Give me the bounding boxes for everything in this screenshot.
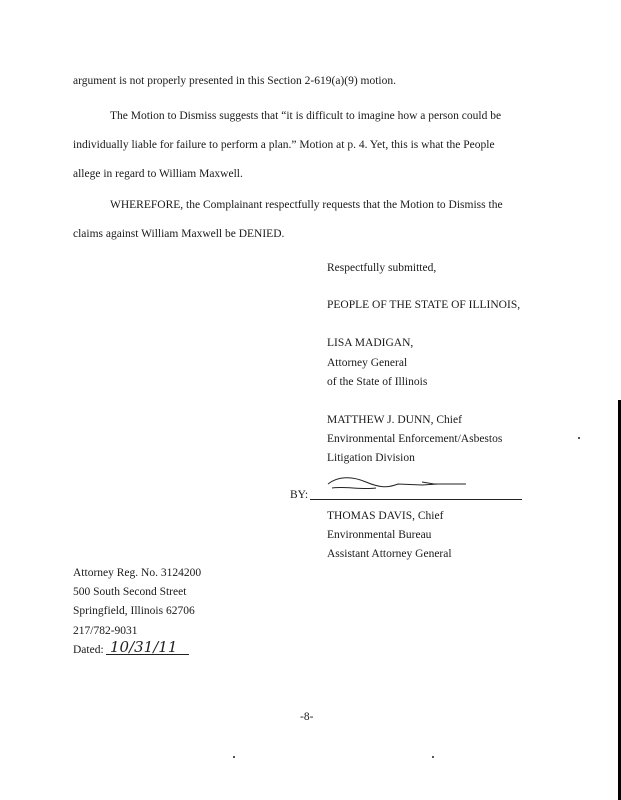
closing: Respectfully submitted, [327,262,437,274]
paragraph-2-line-1: The Motion to Dismiss suggests that “it is difficult to imagine how a person could be [110,110,502,122]
page-number: -8- [300,711,314,723]
phone-number: 217/782-9031 [73,625,138,637]
date-line [106,654,189,655]
attorney-general-title: Attorney General [327,357,408,369]
handwritten-date-text: 10/31/11 [110,638,178,656]
chief-title-1: Environmental Enforcement/Asbestos [327,433,503,445]
paragraph-1-line-1: argument is not properly presented in this Section 2-619(a)(9) motion. [73,75,396,87]
attorney-general-state: of the State of Illinois [327,376,428,388]
attorney-reg-number: Attorney Reg. No. 3124200 [73,567,202,579]
scan-speck [578,437,580,439]
paragraph-3-line-2: claims against William Maxwell be DENIED. [73,228,285,240]
signature-line [310,499,522,500]
scan-speck [233,756,235,758]
chief-name: MATTHEW J. DUNN, Chief [327,414,462,426]
attorney-general-name: LISA MADIGAN, [327,337,414,349]
signer-title-2: Assistant Attorney General [327,548,452,560]
party-name: PEOPLE OF THE STATE OF ILLINOIS, [327,299,521,311]
address-line-2: Springfield, Illinois 62706 [73,605,195,617]
paragraph-3-line-1: WHEREFORE, the Complainant respectfully requests that the Motion to Dismiss the [110,199,503,211]
by-label: BY: [290,489,309,501]
dated-label: Dated: [73,644,104,656]
paragraph-2-line-2: individually liable for failure to perform a plan.” Motion at p. 4. Yet, this is what the People [73,139,495,151]
signer-title-1: Environmental Bureau [327,529,432,541]
chief-title-2: Litigation Division [327,452,415,464]
paragraph-2-line-3: allege in regard to William Maxwell. [73,168,243,180]
handwritten-signature [326,472,476,498]
signer-name: THOMAS DAVIS, Chief [327,510,444,522]
address-line-1: 500 South Second Street [73,586,187,598]
scan-speck [432,756,434,758]
